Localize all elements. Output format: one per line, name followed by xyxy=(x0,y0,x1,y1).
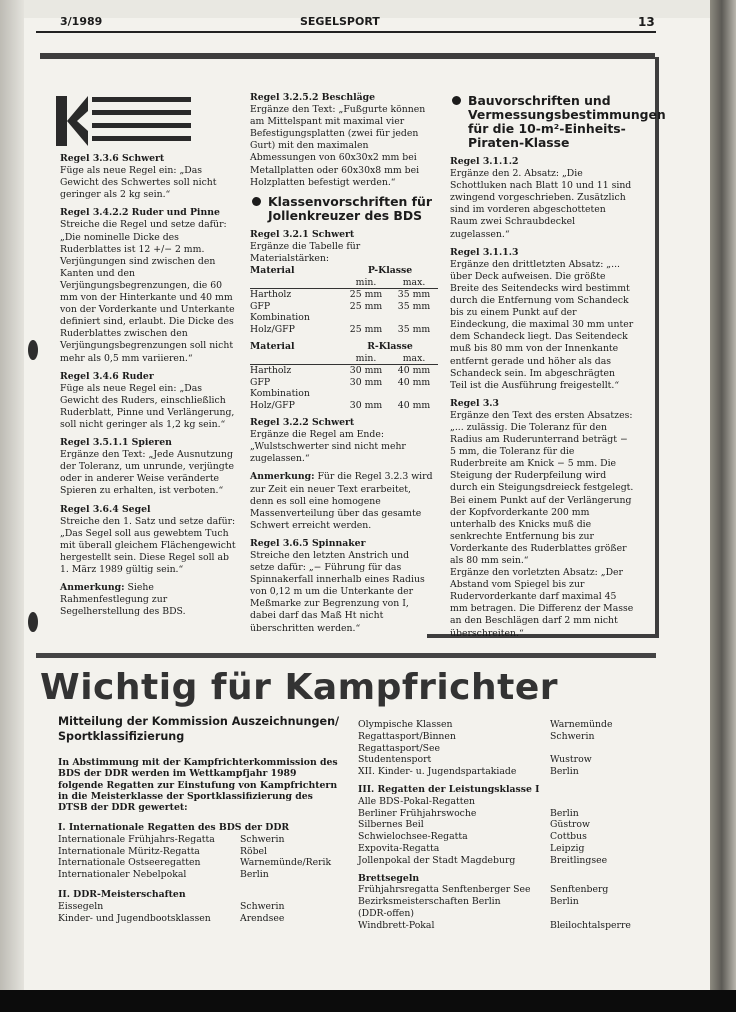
rule-paragraph: Regel 3.2.1 Schwert Ergänze die Tabelle für Materialstärken: xyxy=(250,228,361,264)
table-header: max. xyxy=(390,353,438,365)
table-row: Kombination xyxy=(250,312,310,324)
table-header: Material xyxy=(250,265,295,277)
list-item: Internationale Ostseeregatten Warnemünde/Rerik xyxy=(58,857,332,869)
middle-column xyxy=(250,92,434,641)
list-item: (DDR-offen) xyxy=(358,907,414,919)
list-item: Windbrett-Pokal Bleilochtalsperre xyxy=(358,919,631,931)
rule-paragraph: Regel 3.1.1.2 Ergänze den 2. Absatz: „Die Schottluken nach Blatt 10 und 11 sind zwingend vorgeschrieben. Zusätzlich sind im vorderen abgeschotteten Raum zwei Schraubdeckel zugelassen.“ xyxy=(450,156,632,240)
material-table-r xyxy=(250,341,438,411)
next-pages-edge xyxy=(710,0,736,1012)
table-header: Material xyxy=(250,341,295,353)
table-row: GFP 30 mm 40 mm xyxy=(250,376,431,388)
right-column xyxy=(450,92,666,646)
subtitle: Mitteilung der Kommission Auszeichnungen/ Sportklassifizierung xyxy=(58,715,340,743)
note-paragraph: Anmerkung: Siehe Rahmenfestlegung zur Segelherstellung des BDS. xyxy=(60,582,186,618)
rule-paragraph: Regel 3.2.2 Schwert Ergänze die Regel am Ende: „Wulstschwerter sind nicht mehr zugelassen.“ xyxy=(250,417,406,465)
binding-hole xyxy=(28,340,38,360)
page-number: 13 xyxy=(638,15,655,29)
rule-paragraph: Regel 3.3 Ergänze den Text des ersten Absatzes: „... zulässig. Die Toleranz für den Radius am Ruderunterrand beträgt − 5 mm, die Toleranz für die Ruderbreite am Knick − 5 mm. Die Steigung der Ruderpfeilung wird durch ein Steigungsdreieck festgelegt. Bei einem Punkt auf der Verlängerung der Kopfvorderkante 200 mm unterhalb des Knicks muß die senkrechte Entfernung bis zur Vorderkante des Ruderblattes größer als 80 mm sein.“ xyxy=(450,397,634,566)
list-item: Frühjahrsregatta Senftenberger See Senftenberg xyxy=(358,884,609,896)
table-header: min. xyxy=(342,353,390,365)
binding-hole xyxy=(28,612,38,632)
table-row: Holz/GFP 25 mm 35 mm xyxy=(250,323,431,335)
rule-paragraph: Regel 3.4.6 Ruder Füge als neue Regel ein: „Das Gewicht des Ruders, einschließlich Ruderblatt, Pinne und Verlängerung, soll nicht geringer als 1,2 kg sein.“ xyxy=(60,370,235,430)
list-item: Silbernes Beil Güstrow xyxy=(358,819,590,831)
lower-right-list xyxy=(358,719,648,932)
table-row: GFP 25 mm 35 mm xyxy=(250,300,431,312)
rule-paragraph: Regel 3.6.4 Segel Streiche den 1. Satz und setze dafür: „Das Segel soll aus gewebtem Tuch mit überall gleichem Flächengewicht hergestellt sein. Diese Regel soll ab 1. März 1989 gültig sein.“ xyxy=(60,503,236,575)
logo-bar xyxy=(92,110,191,115)
list-item: Alle BDS-Pokal-Regatten xyxy=(358,795,475,807)
section-heading: Bauvorschriften und Vermessungsbestimmungen für die 10-m²-Einheits-Piraten-Klasse xyxy=(450,94,634,150)
list-item: Regattasport/Binnen Schwerin xyxy=(358,730,595,742)
issue-number: 3/1989 xyxy=(60,15,103,28)
logo-bar xyxy=(92,136,191,141)
scan-bottom-border xyxy=(0,990,736,1012)
note-paragraph: Anmerkung: Für die Regel 3.2.3 wird zur Zeit ein neuer Text erarbeitet, denn es soll eine homogene Massenverteilung über das gesamte Schwert erreicht werden. xyxy=(250,471,433,531)
list-item: Internationaler Nebelpokal Berlin xyxy=(58,869,269,881)
rule-paragraph: Regel 3.1.1.3 Ergänze den drittletzten Absatz: „... über Deck aufweisen. Die größte Breite des Seitendecks wird bestimmt durch die Entfernung vom Schandeck bis zu einem Punkt auf der Eindeckung, die maximal 30 mm unter dem Schandeck liegt. Das Seitendeck muß bis 80 mm von der Innenkante entfernt gerade und höher als das Schandeck sein. Im abgeschrägten Teil ist die Ausführung freigestellt.“ xyxy=(450,246,634,391)
table-header: max. xyxy=(390,277,438,289)
table-row: Hartholz 25 mm 35 mm xyxy=(250,289,431,301)
list-item: Eissegeln Schwerin xyxy=(58,900,285,912)
logo-bar xyxy=(92,97,191,102)
list-item: Internationale Müritz-Regatta Röbel xyxy=(58,845,268,857)
logo-bar xyxy=(92,123,191,128)
table-row: Holz/GFP 30 mm 40 mm xyxy=(250,399,431,411)
magazine-title: SEGELSPORT xyxy=(300,15,380,28)
intro-paragraph: In Abstimmung mit der Kampfrichterkommission des BDS der DDR werden im Wettkampfjahr 1989 folgende Regatten zur Einstufung von Kampfrichtern in die Meisterklasse der Sportklassifizierung des DTSB der DDR gewertet: xyxy=(58,757,338,814)
federation-logo xyxy=(52,92,192,150)
table-row: Kombination xyxy=(250,388,310,400)
list-heading: II. DDR-Meisterschaften xyxy=(58,888,186,900)
list-item: Internationale Frühjahrs-Regatta Schwerin xyxy=(58,833,285,845)
table-row: Hartholz 30 mm 40 mm xyxy=(250,365,431,377)
list-item: XII. Kinder- u. Jugendspartakiade Berlin xyxy=(358,766,579,778)
list-heading: III. Regatten der Leistungsklasse I xyxy=(358,783,540,795)
bullet-icon xyxy=(252,197,261,206)
lower-left-list xyxy=(58,822,348,924)
left-column xyxy=(60,153,238,624)
list-heading: Brettsegeln xyxy=(358,872,420,884)
page-binding-edge xyxy=(0,0,24,1012)
rule-paragraph: Ergänze den vorletzten Absatz: „Der Abstand vom Spiegel bis zur Rudervorderkante darf maximal 45 mm betragen. Die Differenz der Masse an den Beschlägen darf 2 mm nicht überschreiten.“ xyxy=(450,567,634,639)
table-header: min. xyxy=(342,277,390,289)
table-header: R-Klasse xyxy=(367,341,413,353)
rule-paragraph: Regel 3.3.6 Schwert Füge als neue Regel ein: „Das Gewicht des Schwertes soll nicht geringer als 2 kg sein.“ xyxy=(60,153,217,201)
header-rule xyxy=(36,31,656,33)
material-table-p xyxy=(250,265,438,335)
rule-paragraph: Regel 3.2.5.2 Beschläge Ergänze den Text: „Fußgurte können am Mittelspant mit maximal vier Befestigungsplatten (zwei für jeden Gurt) mit den maximalen Abmessungen von 60x30x2 mm bei Metallplatten oder 60x30x8 mm bei Holzplatten befestigt werden.“ xyxy=(250,92,426,188)
section-heading: Klassenvorschriften für Jollenkreuzer des BDS xyxy=(250,195,434,223)
list-item: Schwielochsee-Regatta Cottbus xyxy=(358,831,587,843)
rule-paragraph: Regel 3.6.5 Spinnaker Streiche den letzten Anstrich und setze dafür: „− Führung für das Spinnakerfall innerhalb eines Radius von 0,12 m um die Unterkante der Meßmarke zur Begrenzung von I, dabei darf das Maß Ht nicht überschritten werden.“ xyxy=(250,537,425,634)
list-item: Regattasport/See xyxy=(358,742,441,754)
section-divider xyxy=(36,653,656,658)
list-item: Kinder- und Jugendbootsklassen Arendsee xyxy=(58,912,285,924)
page-title: Wichtig für Kampfrichter xyxy=(40,667,559,708)
rule-paragraph: Regel 3.5.1.1 Spieren Ergänze den Text: „Jede Ausnutzung der Toleranz, um unrunde, verjüngte oder in anderer Weise veränderte Spieren zu erhalten, ist verboten.“ xyxy=(60,437,234,497)
table-header: P-Klasse xyxy=(367,265,413,277)
list-item: Jollenpokal der Stadt Magdeburg Breitlingsee xyxy=(358,854,608,866)
list-item: Expovita-Regatta Leipzig xyxy=(358,842,585,854)
list-item: Bezirksmeisterschaften Berlin Berlin xyxy=(358,896,579,908)
k-emblem-icon xyxy=(52,92,92,150)
list-item: Studentensport Wustrow xyxy=(358,754,592,766)
list-item: Berliner Frühjahrswoche Berlin xyxy=(358,807,579,819)
list-heading: I. Internationale Regatten des BDS der DDR xyxy=(58,822,290,833)
list-item: Olympische Klassen Warnemünde xyxy=(358,719,613,730)
bullet-icon xyxy=(452,96,461,105)
rule-paragraph: Regel 3.4.2.2 Ruder und Pinne Streiche die Regel und setze dafür: „Die nominelle Dicke des Ruderblattes ist 12 +/− 2 mm. Verjüngungen sind zwischen den Kanten und den Verjüngungsbegrenzungen, die 60 mm von der Hinterkante und 40 mm von der Vorderkante und Unterkante definiert sind, erlaubt. Die Dicke des Ruderblattes zwischen den Verjüngungsbegrenzungen soll nicht mehr als 0,5 mm variieren.“ xyxy=(60,207,235,364)
